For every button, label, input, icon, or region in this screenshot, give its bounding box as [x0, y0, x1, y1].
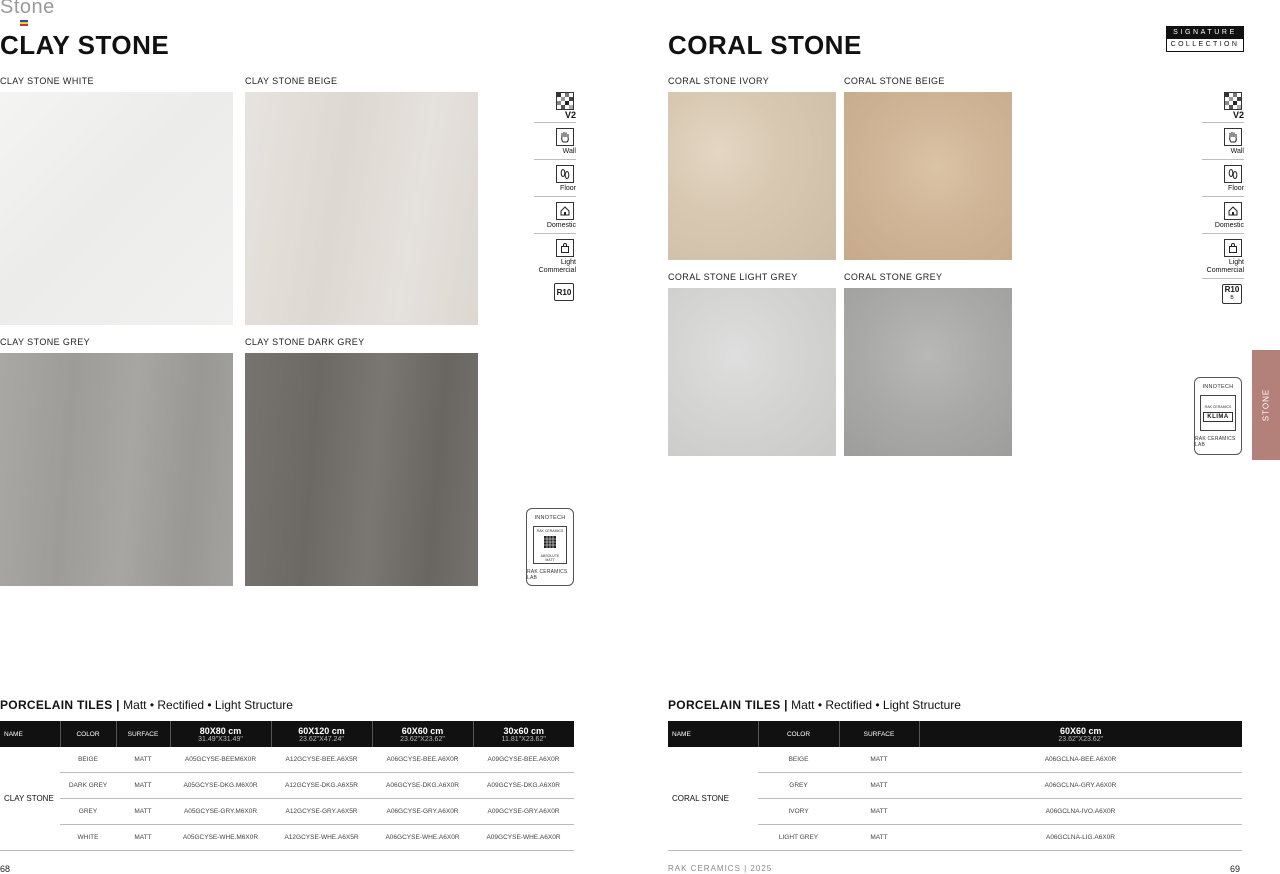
code-cell: A09GCYSE-BEE.A6X0R	[473, 747, 574, 773]
domestic-label: Domestic	[1214, 222, 1244, 229]
floor-item	[1202, 165, 1244, 197]
code-cell: A09GCYSE-DKG.A6X0R	[473, 773, 574, 799]
color-cell: LIGHT GREY	[758, 825, 839, 851]
tile-label: CLAY STONE WHITE	[0, 76, 94, 86]
tile-label: CLAY STONE BEIGE	[245, 76, 338, 86]
code-cell: A06GCLNA-IVO.A6X0R	[919, 799, 1242, 825]
tile-image-coral-ivory	[668, 92, 836, 260]
house-icon	[556, 202, 574, 220]
table-heading-rest: Matt • Rectified • Light Structure	[787, 698, 961, 712]
badge-footer: RAK CERAMICS LAB	[527, 569, 568, 581]
footprint-icon	[556, 165, 574, 183]
floor-item	[534, 165, 576, 197]
floor-label: Floor	[1228, 185, 1244, 192]
code-cell: A06GCLNA-BEE.A6X0R	[919, 747, 1242, 773]
table-header-row	[668, 721, 1242, 747]
surface-cell: MATT	[839, 825, 919, 851]
color-cell: DARK GREY	[60, 773, 116, 799]
col-header-surface: SURFACE	[839, 721, 919, 747]
badge-footer: RAK CERAMICS LAB	[1195, 436, 1236, 448]
code-cell: A06GCYSE-WHE.A6X0R	[372, 825, 473, 851]
variation-label: V2	[1232, 110, 1244, 120]
tile-image-clay-white	[0, 92, 233, 325]
section-label: Stone	[0, 0, 55, 18]
table-heading-left	[0, 698, 293, 712]
house-icon	[1224, 202, 1242, 220]
wall-label: Wall	[1230, 148, 1244, 155]
code-cell: A06GCYSE-DKG.A6X0R	[372, 773, 473, 799]
domestic-item	[1202, 202, 1244, 234]
page-title-left: CLAY STONE	[0, 30, 170, 60]
tile-label: CLAY STONE GREY	[0, 337, 91, 347]
variation-item	[534, 92, 576, 123]
table-heading-right	[668, 698, 961, 712]
code-cell: A05GCYSE-BEEM6X0R	[170, 747, 271, 773]
tile-image-clay-grey	[0, 353, 233, 586]
feature-icons-right	[1202, 92, 1244, 312]
badge-inner-brand: RAK CERAMICS	[536, 528, 564, 533]
code-cell: A12GCYSE-GRY.A6X5R	[271, 799, 372, 825]
domestic-item	[534, 202, 576, 234]
variation-icon	[1224, 92, 1242, 110]
surface-cell: MATT	[116, 773, 170, 799]
badge-inner	[1200, 395, 1236, 431]
code-cell: A09GCYSE-WHE.A6X0R	[473, 825, 574, 851]
code-cell: A05GCYSE-DKG.M6X0R	[170, 773, 271, 799]
tile-label: CLAY STONE DARK GREY	[245, 337, 365, 347]
tile-label: CORAL STONE IVORY	[668, 76, 770, 86]
col-header-size: 60X120 cm 23.62"X47.24"	[271, 721, 372, 747]
footer-brand: RAK CERAMICS | 2025	[668, 864, 773, 873]
badge-inner	[533, 526, 567, 564]
product-name-cell: CLAY STONE	[0, 747, 60, 851]
code-cell: A06GCYSE-BEE.A6X0R	[372, 747, 473, 773]
tile-image-coral-beige	[844, 92, 1012, 260]
innotech-badge-klima	[1194, 377, 1242, 455]
stone-side-tab	[1252, 350, 1280, 460]
surface-cell: MATT	[839, 773, 919, 799]
commercial-item	[1202, 239, 1244, 279]
table-row	[0, 825, 574, 851]
tile-image-coral-light-grey	[668, 288, 836, 456]
r10-sub: B	[1230, 295, 1234, 301]
tile-image-clay-dark-grey	[245, 353, 478, 586]
product-table-left	[0, 721, 574, 851]
surface-cell: MATT	[116, 799, 170, 825]
tile-label: CORAL STONE LIGHT GREY	[668, 272, 798, 282]
color-cell: GREY	[758, 773, 839, 799]
product-name-cell: CORAL STONE	[668, 747, 758, 851]
r10-badge	[1222, 284, 1242, 304]
table-row	[668, 747, 1242, 773]
variation-icon	[556, 92, 574, 110]
code-cell: A06GCLNA-GRY.A6X0R	[919, 773, 1242, 799]
signature-logo-bottom: COLLECTION	[1170, 41, 1240, 48]
table-heading-rest: Matt • Rectified • Light Structure	[119, 698, 293, 712]
color-cell: IVORY	[758, 799, 839, 825]
wall-item	[1202, 128, 1244, 160]
page-number-left: 68	[0, 864, 11, 874]
shopping-bag-icon	[556, 239, 574, 257]
tile-label: CORAL STONE GREY	[844, 272, 943, 282]
commercial-item	[534, 239, 576, 278]
surface-cell: MATT	[839, 747, 919, 773]
badge-title: INNOTECH	[534, 515, 566, 521]
innotech-badge-absolute-matt	[526, 508, 574, 586]
signature-collection-logo	[1166, 26, 1244, 52]
col-header-color: COLOR	[60, 721, 116, 747]
col-header-size: 60X60 cm 23.62"X23.62"	[919, 721, 1242, 747]
product-table-right	[668, 721, 1242, 851]
r10-item	[1202, 284, 1244, 307]
code-cell: A12GCYSE-DKG.A6X5R	[271, 773, 372, 799]
code-cell: A06GCYSE-GRY.A6X0R	[372, 799, 473, 825]
col-header-size: 60X60 cm 23.62"X23.62"	[372, 721, 473, 747]
shopping-bag-icon	[1224, 239, 1242, 257]
color-cell: WHITE	[60, 825, 116, 851]
r10-label: R10	[1224, 285, 1240, 294]
domestic-label: Domestic	[546, 222, 576, 229]
code-cell: A06GCLNA-LIG.A6X0R	[919, 825, 1242, 851]
col-header-size: 30x60 cm 11.81"X23.62"	[473, 721, 574, 747]
badge-inner-brand: RAK CERAMICS	[1204, 404, 1232, 409]
variation-label: V2	[564, 110, 576, 120]
page-number-right: 69	[1230, 864, 1241, 874]
flag-icon	[20, 20, 28, 26]
color-cell: BEIGE	[60, 747, 116, 773]
feature-icons-left	[534, 92, 576, 309]
hand-icon	[1224, 128, 1242, 146]
col-header-name: NAME	[0, 721, 60, 747]
badge-title: INNOTECH	[1202, 384, 1234, 390]
floor-label: Floor	[560, 185, 576, 192]
color-cell: BEIGE	[758, 747, 839, 773]
tile-label: CORAL STONE BEIGE	[844, 76, 945, 86]
code-cell: A09GCYSE-GRY.A6X0R	[473, 799, 574, 825]
badge-inner-label: ABSOLUTE MATT	[540, 553, 560, 562]
code-cell: A05GCYSE-WHE.M6X0R	[170, 825, 271, 851]
surface-cell: MATT	[839, 799, 919, 825]
col-header-color: COLOR	[758, 721, 839, 747]
table-heading-bold: PORCELAIN TILES |	[668, 698, 788, 712]
variation-item	[1202, 92, 1244, 123]
table-header-row	[0, 721, 574, 747]
col-header-surface: SURFACE	[116, 721, 170, 747]
footprint-icon	[1224, 165, 1242, 183]
stone-side-tab-label: STONE	[1261, 388, 1271, 422]
table-row	[0, 773, 574, 799]
r10-badge: R10	[554, 283, 574, 301]
grid-icon	[544, 535, 556, 553]
tile-image-coral-grey	[844, 288, 1012, 456]
r10-item	[534, 283, 576, 304]
code-cell: A12GCYSE-WHE.A6X5R	[271, 825, 372, 851]
page-title-right: CORAL STONE	[668, 30, 862, 60]
surface-cell: MATT	[116, 747, 170, 773]
tile-image-clay-beige	[245, 92, 478, 325]
col-header-size: 80X80 cm 31.49"X31.49"	[170, 721, 271, 747]
code-cell: A12GCYSE-BEE.A6X5R	[271, 747, 372, 773]
table-row	[0, 747, 574, 773]
commercial-label: Light Commercial	[1206, 259, 1244, 274]
code-cell: A05GCYSE-GRY.M6X0R	[170, 799, 271, 825]
wall-label: Wall	[562, 148, 576, 155]
signature-logo-top: SIGNATURE	[1167, 27, 1243, 39]
hand-icon	[556, 128, 574, 146]
col-header-name: NAME	[668, 721, 758, 747]
color-cell: GREY	[60, 799, 116, 825]
surface-cell: MATT	[116, 825, 170, 851]
commercial-label: Light Commercial	[538, 259, 576, 274]
wall-item	[534, 128, 576, 160]
table-heading-bold: PORCELAIN TILES |	[0, 698, 120, 712]
badge-inner-label: KLIMA	[1203, 412, 1233, 422]
table-row	[0, 799, 574, 825]
